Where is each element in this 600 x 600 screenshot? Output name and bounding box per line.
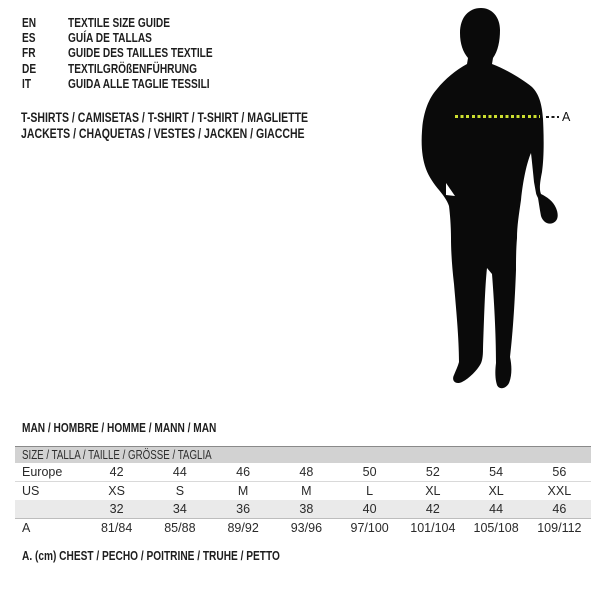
chest-measure-dash-black bbox=[546, 116, 559, 118]
lang-label-it: GUIDA ALLE TAGLIE TESSILI bbox=[68, 75, 210, 91]
table-cell: 36 bbox=[212, 500, 275, 519]
table-cell: 89/92 bbox=[212, 519, 275, 538]
lang-label-fr: GUIDE DES TAILLES TEXTILE bbox=[68, 45, 213, 61]
table-row-us bbox=[15, 482, 591, 501]
man-silhouette bbox=[415, 0, 575, 405]
lang-code-fr: FR bbox=[22, 45, 36, 61]
row-label: A bbox=[15, 519, 85, 538]
table-cell: 44 bbox=[465, 500, 528, 519]
table-header: SIZE / TALLA / TAILLE / GRÖSSE / TAGLIA bbox=[22, 448, 212, 462]
category-lines bbox=[21, 110, 389, 142]
table-cell: XL bbox=[425, 484, 441, 498]
category-tshirts: T-SHIRTS / CAMISETAS / T-SHIRT / T-SHIRT / MAGLIETTE bbox=[21, 110, 309, 125]
table-cell: 42 bbox=[85, 463, 148, 482]
lang-row-es bbox=[22, 30, 253, 45]
row-label: Europe bbox=[15, 463, 85, 482]
lang-label-en: TEXTILE SIZE GUIDE bbox=[68, 15, 170, 31]
lang-label-de: TEXTILGRÖßENFÜHRUNG bbox=[68, 60, 198, 76]
table-cell: M bbox=[301, 484, 312, 498]
table-cell: 109/112 bbox=[528, 519, 591, 538]
table-cell: 105/108 bbox=[465, 519, 528, 538]
table-cell: 50 bbox=[338, 463, 401, 482]
table-cell: 101/104 bbox=[401, 519, 464, 538]
table-row-chest-a bbox=[15, 519, 591, 538]
table-cell: XXL bbox=[547, 484, 572, 498]
table-cell: 46 bbox=[212, 463, 275, 482]
row-label bbox=[15, 500, 85, 519]
table-cell: S bbox=[175, 484, 185, 498]
table-cell: 48 bbox=[275, 463, 338, 482]
table-cell: 56 bbox=[528, 463, 591, 482]
table-cell: 46 bbox=[528, 500, 591, 519]
table-cell: 32 bbox=[85, 500, 148, 519]
size-table bbox=[15, 446, 591, 537]
table-cell: 44 bbox=[148, 463, 211, 482]
table-cell: 54 bbox=[465, 463, 528, 482]
table-cell: XS bbox=[108, 484, 125, 498]
table-cell: M bbox=[237, 484, 249, 498]
category-jackets: JACKETS / CHAQUETAS / VESTES / JACKEN / GIACCHE bbox=[21, 126, 305, 142]
row-label: US bbox=[22, 484, 40, 498]
footnote-chest: A. (cm) CHEST / PECHO / POITRINE / TRUHE / PETTO bbox=[22, 548, 280, 563]
lang-label-es: GUÍA DE TALLAS bbox=[68, 30, 152, 46]
lang-row-en bbox=[22, 15, 253, 30]
table-cell: L bbox=[366, 484, 374, 498]
lang-row-it bbox=[22, 76, 253, 91]
table-cell: 38 bbox=[275, 500, 338, 519]
lang-row-de bbox=[22, 61, 253, 76]
table-cell: 93/96 bbox=[275, 519, 338, 538]
table-row-europe bbox=[15, 463, 591, 482]
section-title-man: MAN / HOMBRE / HOMME / MANN / MAN bbox=[22, 420, 217, 435]
lang-code-es: ES bbox=[22, 30, 36, 46]
lang-code-de: DE bbox=[22, 60, 37, 76]
table-cell: 40 bbox=[338, 500, 401, 519]
table-cell: 52 bbox=[401, 463, 464, 482]
measure-label-a: A bbox=[562, 110, 571, 124]
lang-row-fr bbox=[22, 45, 253, 60]
table-cell: 34 bbox=[148, 500, 211, 519]
table-cell: XL bbox=[488, 484, 504, 498]
lang-code-en: EN bbox=[22, 15, 37, 31]
table-cell: 42 bbox=[401, 500, 464, 519]
table-cell: 85/88 bbox=[148, 519, 211, 538]
table-cell: 97/100 bbox=[338, 519, 401, 538]
table-row-numeric bbox=[15, 500, 591, 519]
lang-code-it: IT bbox=[22, 75, 32, 91]
table-header-row bbox=[15, 447, 591, 464]
language-list bbox=[22, 15, 253, 91]
table-cell: 81/84 bbox=[85, 519, 148, 538]
chest-measure-dash-yellow bbox=[455, 115, 540, 118]
